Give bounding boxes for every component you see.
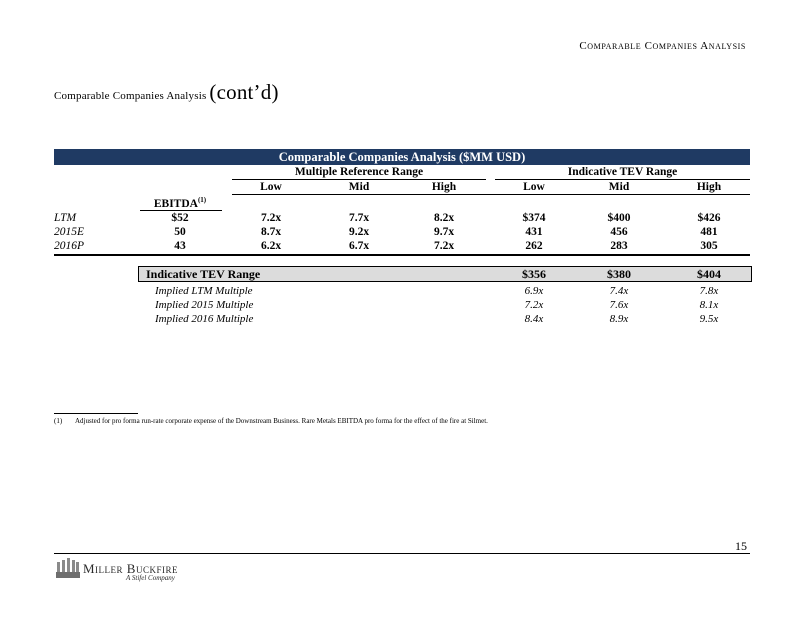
- row-label-2016p: 2016P: [54, 240, 85, 252]
- table-title-bar: Comparable Companies Analysis ($MM USD): [54, 149, 750, 165]
- summary-low: $356: [522, 267, 546, 281]
- cell-tev-low: 431: [525, 226, 543, 238]
- row-label-ltm: LTM: [54, 212, 77, 224]
- cell-tev-mid: 456: [610, 226, 628, 238]
- col-header-mult-low: Low: [260, 181, 282, 193]
- footer-rule: [54, 553, 750, 554]
- implied-2016-mid: 8.9x: [609, 313, 629, 325]
- implied-ltm-mid: 7.4x: [609, 285, 629, 297]
- cell-mult-low: 8.7x: [260, 226, 282, 238]
- logo-name: Miller Buckfire: [83, 561, 178, 576]
- cell-mult-mid: 7.7x: [348, 212, 370, 224]
- group-header-tev: Indicative TEV Range: [567, 166, 678, 178]
- implied-ltm-low: 6.9x: [524, 285, 544, 297]
- cell-mult-mid: 9.2x: [348, 226, 370, 238]
- implied-2016-low: 8.4x: [524, 313, 544, 325]
- group-underline-multiple: [232, 179, 486, 180]
- cell-tev-high: 305: [700, 240, 718, 252]
- footnote-text: Adjusted for pro forma run-rate corporate expense of the Downstream Business. Rare Metals EBITDA pro forma for the effect of the fire at Silmet.: [75, 417, 488, 425]
- ebitda-header: [140, 196, 220, 210]
- ebitda-header-label: EBITDA: [153, 197, 198, 210]
- cell-tev-high: 481: [700, 226, 718, 238]
- implied-2016-label: Implied 2016 Multiple: [155, 313, 254, 325]
- cell-mult-high: 9.7x: [433, 226, 455, 238]
- section-header: Comparable Companies Analysis: [579, 40, 746, 52]
- group-underline-tev: [495, 179, 750, 180]
- summary-high: $404: [697, 267, 721, 281]
- col-header-mult-high: High: [431, 181, 457, 193]
- summary-label: Indicative TEV Range: [146, 267, 261, 281]
- implied-2015-high: 8.1x: [699, 299, 719, 311]
- cell-mult-high: 7.2x: [433, 240, 455, 252]
- implied-2015-mid: 7.6x: [609, 299, 629, 311]
- cell-ebitda: 43: [174, 240, 186, 252]
- col-header-tev-high: High: [696, 181, 722, 193]
- logo-mark-icon: [56, 558, 80, 583]
- cell-mult-high: 8.2x: [433, 212, 455, 224]
- page-title-contd: (cont’d): [209, 80, 279, 104]
- implied-ltm-high: 7.8x: [699, 285, 719, 297]
- cell-ebitda: 50: [174, 226, 186, 238]
- col-header-tev-mid: Mid: [608, 181, 630, 193]
- table-bottom-rule: [54, 254, 750, 256]
- summary-mid: $380: [607, 267, 631, 281]
- row-label-2015e: 2015E: [54, 226, 85, 238]
- footnote-rule: [54, 413, 138, 414]
- page-title-text: Comparable Companies Analysis: [54, 90, 210, 102]
- cell-tev-low: 262: [525, 240, 543, 252]
- cell-mult-low: 6.2x: [260, 240, 282, 252]
- logo-tagline: A Stifel Company: [126, 574, 175, 582]
- group-header-multiple: Multiple Reference Range: [294, 166, 424, 178]
- implied-2015-low: 7.2x: [524, 299, 544, 311]
- implied-2016-high: 9.5x: [699, 313, 719, 325]
- implied-ltm-label: Implied LTM Multiple: [155, 285, 253, 297]
- col-header-tev-low: Low: [523, 181, 545, 193]
- col-header-mult-mid: Mid: [348, 181, 370, 193]
- col-header-underline: [232, 194, 750, 195]
- page-title: [54, 80, 279, 105]
- page-number: 15: [735, 539, 747, 553]
- cell-ebitda: $52: [171, 212, 189, 224]
- cell-tev-high: $426: [697, 212, 721, 224]
- cell-tev-mid: $400: [607, 212, 631, 224]
- cell-mult-mid: 6.7x: [348, 240, 370, 252]
- implied-2015-label: Implied 2015 Multiple: [155, 299, 254, 311]
- cell-tev-mid: 283: [610, 240, 628, 252]
- ebitda-underline: [140, 210, 222, 211]
- cell-tev-low: $374: [522, 212, 546, 224]
- cell-mult-low: 7.2x: [260, 212, 282, 224]
- footnote-marker: (1): [54, 417, 63, 425]
- footnote-ref: (1): [197, 196, 207, 204]
